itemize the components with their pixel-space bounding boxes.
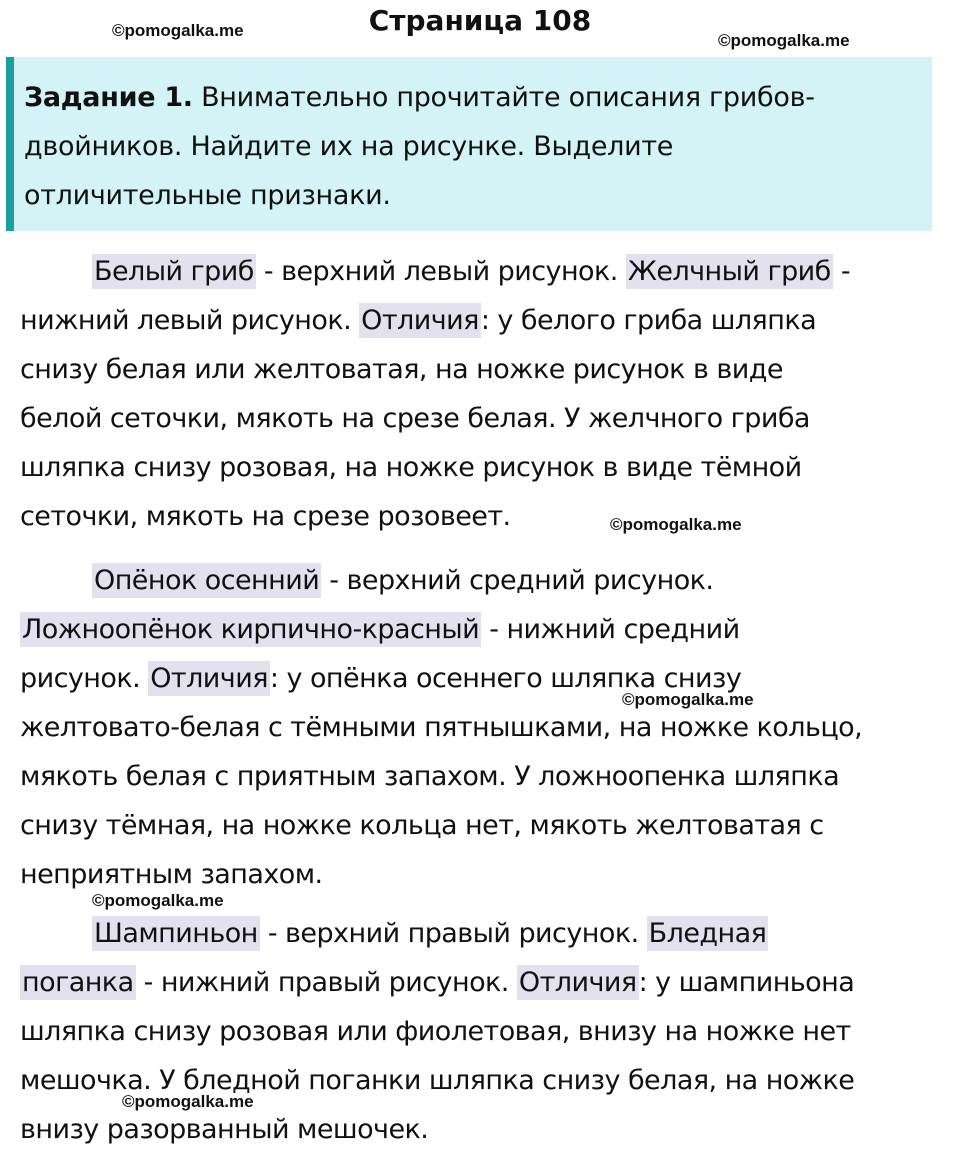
task-line-text: Внимательно прочитайте описания грибов- — [201, 82, 815, 113]
highlight-term: поганка — [22, 967, 134, 998]
text-line: желтовато-белая с тёмными пятнышками, на ножке кольцо, — [20, 712, 863, 743]
highlight-term: Желчный гриб — [627, 256, 831, 287]
highlight-term: Шампиньон — [94, 918, 258, 949]
text-line: белой сеточки, мякоть на срезе белая. У желчного гриба — [20, 403, 810, 434]
watermark: ©pomogalka.me — [610, 515, 742, 534]
text-line — [20, 909, 955, 958]
text-span: - нижний правый рисунок. — [135, 967, 517, 998]
text-line: внизу разорванный мешочек. — [20, 1114, 429, 1145]
paragraph-boletus — [20, 247, 955, 541]
text-span: - нижний средний — [481, 614, 740, 645]
text-span: - — [832, 256, 851, 287]
task-line: двойников. Найдите их на рисунке. Выделите — [24, 131, 674, 162]
text-span: - верхний левый рисунок. — [255, 256, 626, 287]
text-line: неприятным запахом. — [20, 859, 323, 890]
text-span: рисунок. — [20, 663, 149, 694]
text-line: шляпка снизу розовая, на ножке рисунок в виде тёмной — [20, 452, 802, 483]
task-line — [24, 73, 922, 122]
text-line — [20, 247, 955, 296]
text-span: - верхний правый рисунок. — [259, 918, 647, 949]
text-line: мякоть белая с приятным запахом. У ложноопенка шляпка — [20, 761, 840, 792]
task-label: Задание 1. — [24, 82, 193, 113]
text-span: : у белого гриба шляпка — [480, 305, 817, 336]
watermark: ©pomogalka.me — [718, 31, 850, 50]
text-line — [20, 654, 955, 703]
task-text — [24, 73, 922, 220]
highlight-term: Бледная — [648, 918, 767, 949]
paragraph-champignon — [20, 909, 955, 1154]
text-line: шляпка снизу розовая или фиолетовая, внизу на ножке нет — [20, 1016, 851, 1047]
text-span: нижний левый рисунок. — [20, 305, 360, 336]
paragraph-honey-fungus — [20, 556, 955, 899]
text-span: - верхний средний рисунок. — [321, 565, 714, 596]
highlight-term: Отличия — [150, 663, 268, 694]
page-title: Страница 108 — [368, 4, 592, 37]
watermark: ©pomogalka.me — [112, 21, 244, 40]
text-line — [20, 296, 955, 345]
text-line: мешочка. У бледной поганки шляпка снизу белая, на ножке — [20, 1065, 855, 1096]
highlight-term: Опёнок осенний — [94, 565, 320, 596]
highlight-term: Белый гриб — [94, 256, 254, 287]
text-line: снизу белая или желтоватая, на ножке рисунок в виде — [20, 354, 783, 385]
text-line — [20, 605, 955, 654]
text-span: : у опёнка осеннего шляпка снизу — [269, 663, 742, 694]
text-line: сеточки, мякоть на срезе розовеет. — [20, 501, 511, 532]
highlight-term: Отличия — [361, 305, 479, 336]
highlight-term: Отличия — [518, 967, 637, 998]
text-line: снизу тёмная, на ножке кольца нет, мякоть желтоватая с — [20, 810, 824, 841]
text-line — [20, 556, 955, 605]
highlight-term: Ложноопёнок кирпично-красный — [22, 614, 480, 645]
text-span: : у шампиньона — [638, 967, 855, 998]
watermark: ©pomogalka.me — [622, 690, 754, 709]
watermark: ©pomogalka.me — [92, 891, 224, 910]
task-box — [6, 57, 932, 231]
watermark: ©pomogalka.me — [122, 1092, 254, 1111]
task-line: отличительные признаки. — [24, 180, 391, 211]
text-line — [20, 958, 955, 1007]
